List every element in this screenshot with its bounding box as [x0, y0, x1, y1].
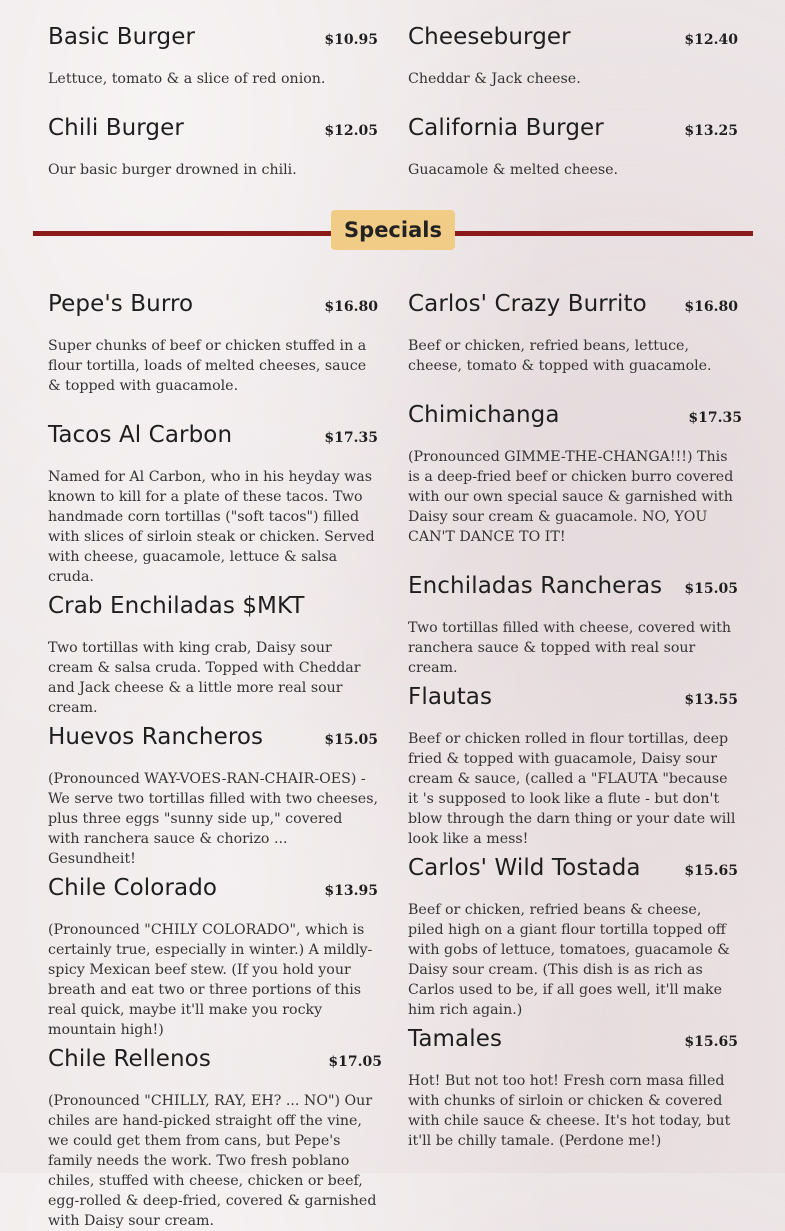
item-description: (Pronounced "CHILLY, RAY, EH? ... NO") Our chiles are hand-picked straight off the vine, we could get them from cans, but Pepe's family needs the work. Two fresh poblano chiles, stuffed with cheese, chicken or beef, egg-rolled & deep-fried, covered & garnished with Daisy sour cream. — [48, 1093, 377, 1229]
menu-item-cheeseburger — [408, 24, 738, 89]
item-name: Tacos Al Carbon — [48, 422, 233, 448]
item-name: California Burger — [408, 115, 604, 141]
item-price: $17.35 — [688, 410, 742, 426]
item-name: Chimichanga — [408, 402, 560, 428]
menu-item-tamales — [408, 1026, 738, 1151]
item-price: $13.95 — [324, 883, 378, 899]
item-price: $15.05 — [684, 581, 738, 597]
item-price: $15.65 — [684, 1034, 738, 1050]
section-title-specials: Specials — [331, 210, 455, 250]
item-description: (Pronounced GIMME-THE-CHANGA!!!) This is a deep-fried beef or chicken burro covered with our own special sauce & garnished with Daisy sour cream & guacamole. NO, YOU CAN'T DANCE TO IT! — [408, 449, 734, 545]
menu-item-basic-burger — [48, 24, 378, 89]
item-name: Carlos' Wild Tostada — [408, 855, 641, 881]
item-price: $16.80 — [324, 299, 378, 315]
menu-item-chile-rellenos — [48, 1046, 382, 1231]
item-description: Beef or chicken, refried beans, lettuce, cheese, tomato & topped with guacamole. — [408, 338, 712, 374]
menu-item-enchiladas-rancheras — [408, 573, 738, 678]
item-name: Chile Colorado — [48, 875, 218, 901]
menu-item-pepes-burro — [48, 291, 378, 396]
item-description: Cheddar & Jack cheese. — [408, 71, 581, 87]
item-price: $13.55 — [684, 692, 738, 708]
item-name: Tamales — [408, 1026, 503, 1052]
item-name: Huevos Rancheros — [48, 724, 264, 750]
menu-item-carlos-crazy-burrito — [408, 291, 738, 376]
menu-item-tacos-al-carbon — [48, 422, 378, 587]
item-price: $16.80 — [684, 299, 738, 315]
item-name: Cheeseburger — [408, 24, 571, 50]
item-description: Beef or chicken, refried beans & cheese, piled high on a giant flour tortilla topped off with gobs of lettuce, tomatoes, guacamole & Daisy sour cream. (This dish is as rich as Carlos used to be, if all goes well, it'll make him rich again.) — [408, 902, 730, 1018]
menu-item-carlos-wild-tostada — [408, 855, 738, 1020]
item-price: $17.35 — [324, 430, 378, 446]
item-description: Two tortillas with king crab, Daisy sour cream & salsa cruda. Topped with Cheddar and Jack cheese & a little more real sour cream. — [48, 640, 361, 716]
item-name: Pepe's Burro — [48, 291, 194, 317]
item-price: $10.95 — [324, 32, 378, 48]
item-price: $15.05 — [324, 732, 378, 748]
menu-item-huevos-rancheros — [48, 724, 378, 869]
item-description: Our basic burger drowned in chili. — [48, 162, 297, 178]
item-name: Chile Rellenos — [48, 1046, 211, 1072]
item-description: Lettuce, tomato & a slice of red onion. — [48, 71, 326, 87]
menu-item-california-burger — [408, 115, 738, 180]
item-price: $15.65 — [684, 863, 738, 879]
item-price: $12.40 — [684, 32, 738, 48]
item-description: Beef or chicken rolled in flour tortillas, deep fried & topped with guacamole, Daisy sour cream & sauce, (called a "FLAUTA "because it 's supposed to look like a flute - but don't blow through the darn thing or your date will look like a mess! — [408, 731, 736, 847]
item-price: $13.25 — [684, 123, 738, 139]
item-name: Chili Burger — [48, 115, 184, 141]
item-name: Crab Enchiladas $MKT — [48, 593, 305, 619]
menu-item-chili-burger — [48, 115, 378, 180]
item-description: (Pronounced "CHILY COLORADO", which is certainly true, especially in winter.) A mildly-spicy Mexican beef stew. (If you hold your breath and eat two or three portions of this real quick, maybe it'll make you rocky mountain high!) — [48, 922, 373, 1038]
menu-item-chile-colorado — [48, 875, 378, 1040]
item-description: Hot! But not too hot! Fresh corn masa filled with chunks of sirloin or chicken & covered with chile sauce & cheese. It's hot today, but it'll be chilly tamale. (Perdone me!) — [408, 1073, 731, 1149]
menu-item-crab-enchiladas — [48, 593, 378, 718]
item-price: $12.05 — [324, 123, 378, 139]
item-price: $17.05 — [328, 1054, 382, 1070]
menu-item-flautas — [408, 684, 738, 849]
item-description: Guacamole & melted cheese. — [408, 162, 619, 178]
item-description: Named for Al Carbon, who in his heyday was known to kill for a plate of these tacos. Two handmade corn tortillas ("soft tacos") filled with slices of sirloin steak or chicken. Served with cheese, guacamole, lettuce & salsa cruda. — [48, 469, 375, 585]
item-description: Super chunks of beef or chicken stuffed in a flour tortilla, loads of melted cheeses, sauce & topped with guacamole. — [48, 338, 367, 394]
item-description: Two tortillas filled with cheese, covered with ranchera sauce & topped with real sour cream. — [408, 620, 732, 676]
item-name: Enchiladas Rancheras — [408, 573, 663, 599]
item-name: Basic Burger — [48, 24, 196, 50]
item-description: (Pronounced WAY-VOES-RAN-CHAIR-OES) - We serve two tortillas filled with two cheeses, plus three eggs "sunny side up," covered with ranchera sauce & chorizo ... Gesundheit! — [48, 771, 378, 867]
item-name: Carlos' Crazy Burrito — [408, 291, 647, 317]
item-name: Flautas — [408, 684, 493, 710]
menu-item-chimichanga — [408, 402, 742, 547]
